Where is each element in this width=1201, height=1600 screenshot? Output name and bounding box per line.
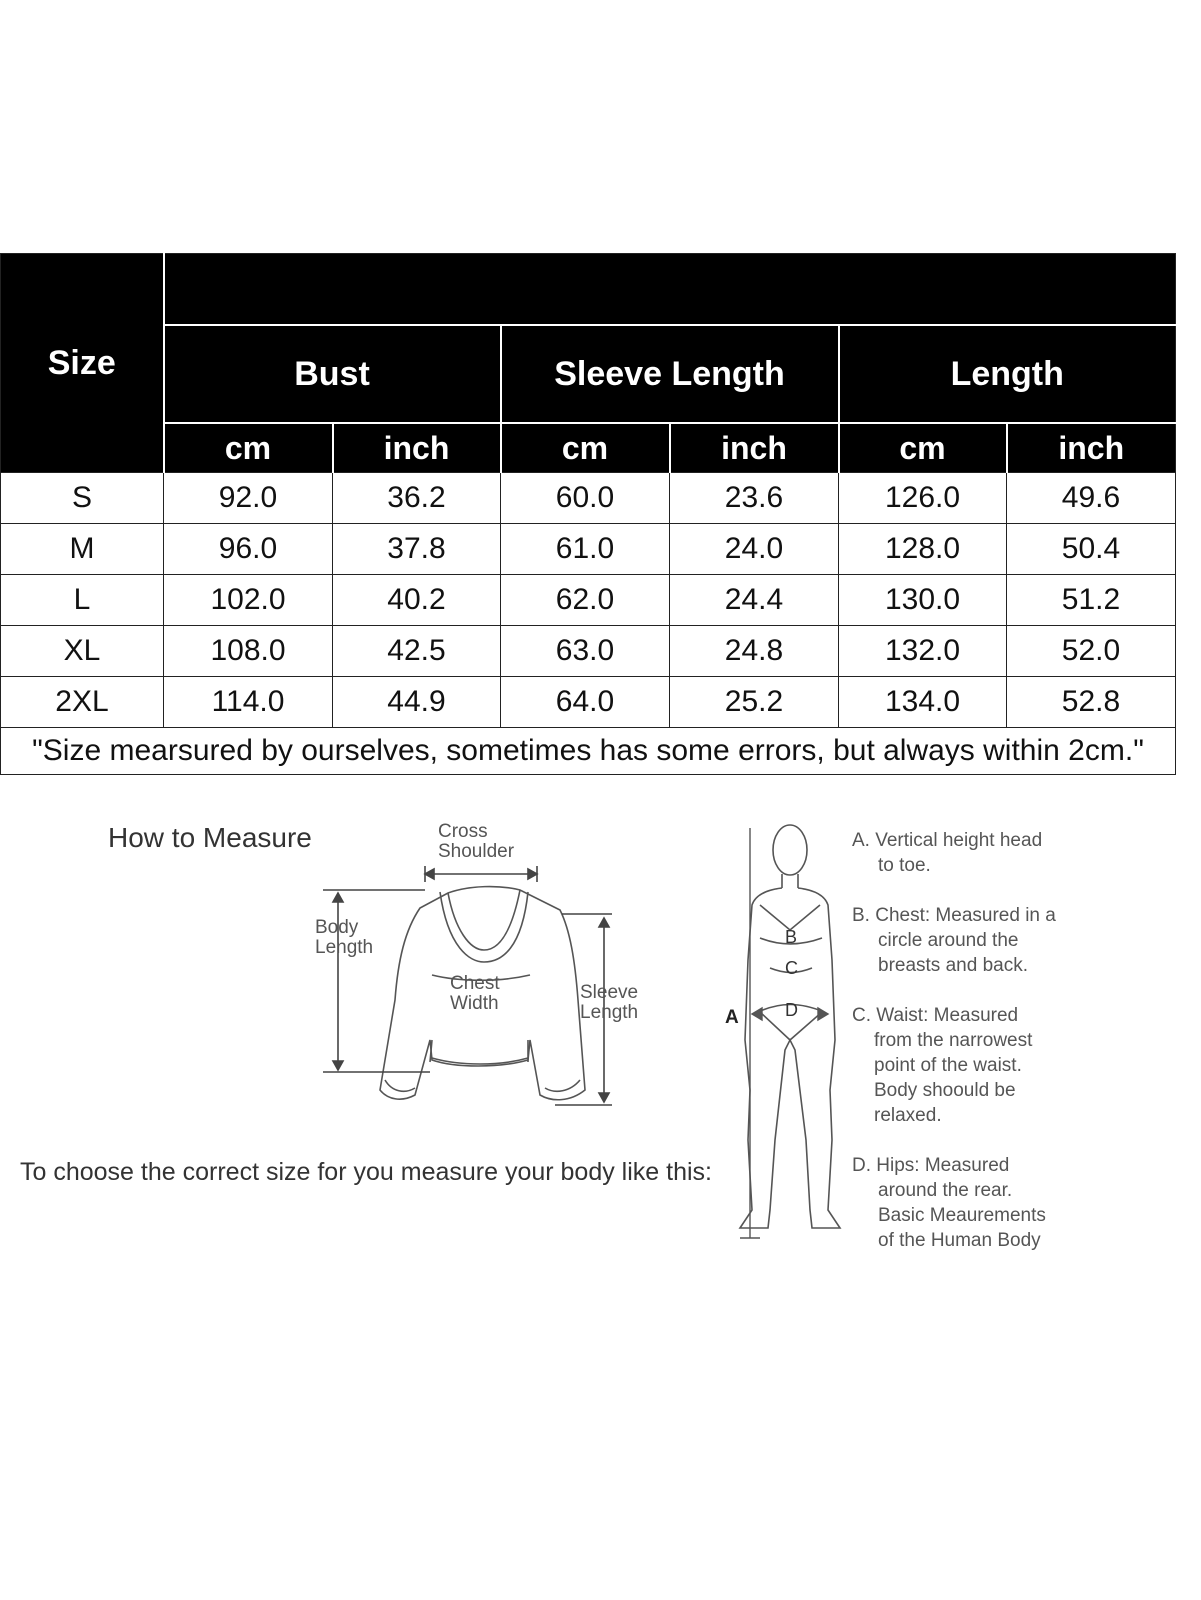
value-cell: 96.0 <box>164 524 333 575</box>
value-cell: 61.0 <box>501 524 670 575</box>
value-cell: 36.2 <box>333 473 501 524</box>
value-cell: 130.0 <box>839 575 1007 626</box>
value-cell: 51.2 <box>1007 575 1176 626</box>
value-cell: 24.8 <box>670 626 839 677</box>
value-cell: 64.0 <box>501 677 670 728</box>
value-cell: 52.8 <box>1007 677 1176 728</box>
value-cell: 128.0 <box>839 524 1007 575</box>
marker-a: A <box>725 1007 739 1028</box>
unit-header: inch <box>670 423 839 473</box>
body-length-label: Body Length <box>315 917 374 958</box>
size-column-header: Size <box>1 254 164 473</box>
measurement-legend <box>852 828 1112 1278</box>
value-cell: 63.0 <box>501 626 670 677</box>
value-cell: 40.2 <box>333 575 501 626</box>
legend-item-d: D. Hips: Measured around the rear. Basic Meaurements of the Human Body <box>852 1155 1046 1251</box>
unit-header: cm <box>501 423 670 473</box>
legend-item-b: B. Chest: Measured in a circle around the breasts and back. <box>852 905 1056 976</box>
unit-header: inch <box>1007 423 1176 473</box>
value-cell: 24.0 <box>670 524 839 575</box>
size-cell: XL <box>1 626 164 677</box>
value-cell: 114.0 <box>164 677 333 728</box>
value-cell: 60.0 <box>501 473 670 524</box>
marker-c: C <box>785 958 798 978</box>
size-cell: 2XL <box>1 677 164 728</box>
size-cell: S <box>1 473 164 524</box>
value-cell: 42.5 <box>333 626 501 677</box>
value-cell: 25.2 <box>670 677 839 728</box>
legend-item-c: C. Waist: Measured from the narrowest point of the waist. Body shoould be relaxed. <box>852 1005 1033 1126</box>
chest-width-label: Chest Width <box>450 973 500 1014</box>
value-cell: 24.4 <box>670 575 839 626</box>
sleeve-length-label: Sleeve Length <box>580 982 639 1023</box>
marker-b: B <box>785 927 798 947</box>
unit-header: inch <box>333 423 501 473</box>
bust-header: Bust <box>164 325 501 423</box>
sleeve-length-header: Sleeve Length <box>501 325 839 423</box>
value-cell: 49.6 <box>1007 473 1176 524</box>
length-header: Length <box>839 325 1176 423</box>
cross-shoulder-label: Cross Shoulder <box>438 821 515 862</box>
unit-header: cm <box>164 423 333 473</box>
value-cell: 23.6 <box>670 473 839 524</box>
value-cell: 44.9 <box>333 677 501 728</box>
body-measure-lines <box>740 828 828 1238</box>
value-cell: 132.0 <box>839 626 1007 677</box>
body-figure-illustration <box>740 825 840 1228</box>
size-cell: L <box>1 575 164 626</box>
value-cell: 62.0 <box>501 575 670 626</box>
value-cell: 52.0 <box>1007 626 1176 677</box>
value-cell: 126.0 <box>839 473 1007 524</box>
value-cell: 134.0 <box>839 677 1007 728</box>
legend-item-a: A. Vertical height head to toe. <box>852 830 1043 876</box>
size-cell: M <box>1 524 164 575</box>
value-cell: 102.0 <box>164 575 333 626</box>
value-cell: 92.0 <box>164 473 333 524</box>
how-to-measure-title: How to Measure <box>108 822 312 853</box>
value-cell: 108.0 <box>164 626 333 677</box>
instruction-text: To choose the correct size for you measure your body like this: <box>20 1158 712 1186</box>
value-cell: 50.4 <box>1007 524 1176 575</box>
unit-header: cm <box>839 423 1007 473</box>
marker-d: D <box>785 1000 798 1020</box>
value-cell: 37.8 <box>333 524 501 575</box>
measurement-note: "Size mearsured by ourselves, sometimes has some errors, but always within 2cm." <box>1 728 1176 775</box>
